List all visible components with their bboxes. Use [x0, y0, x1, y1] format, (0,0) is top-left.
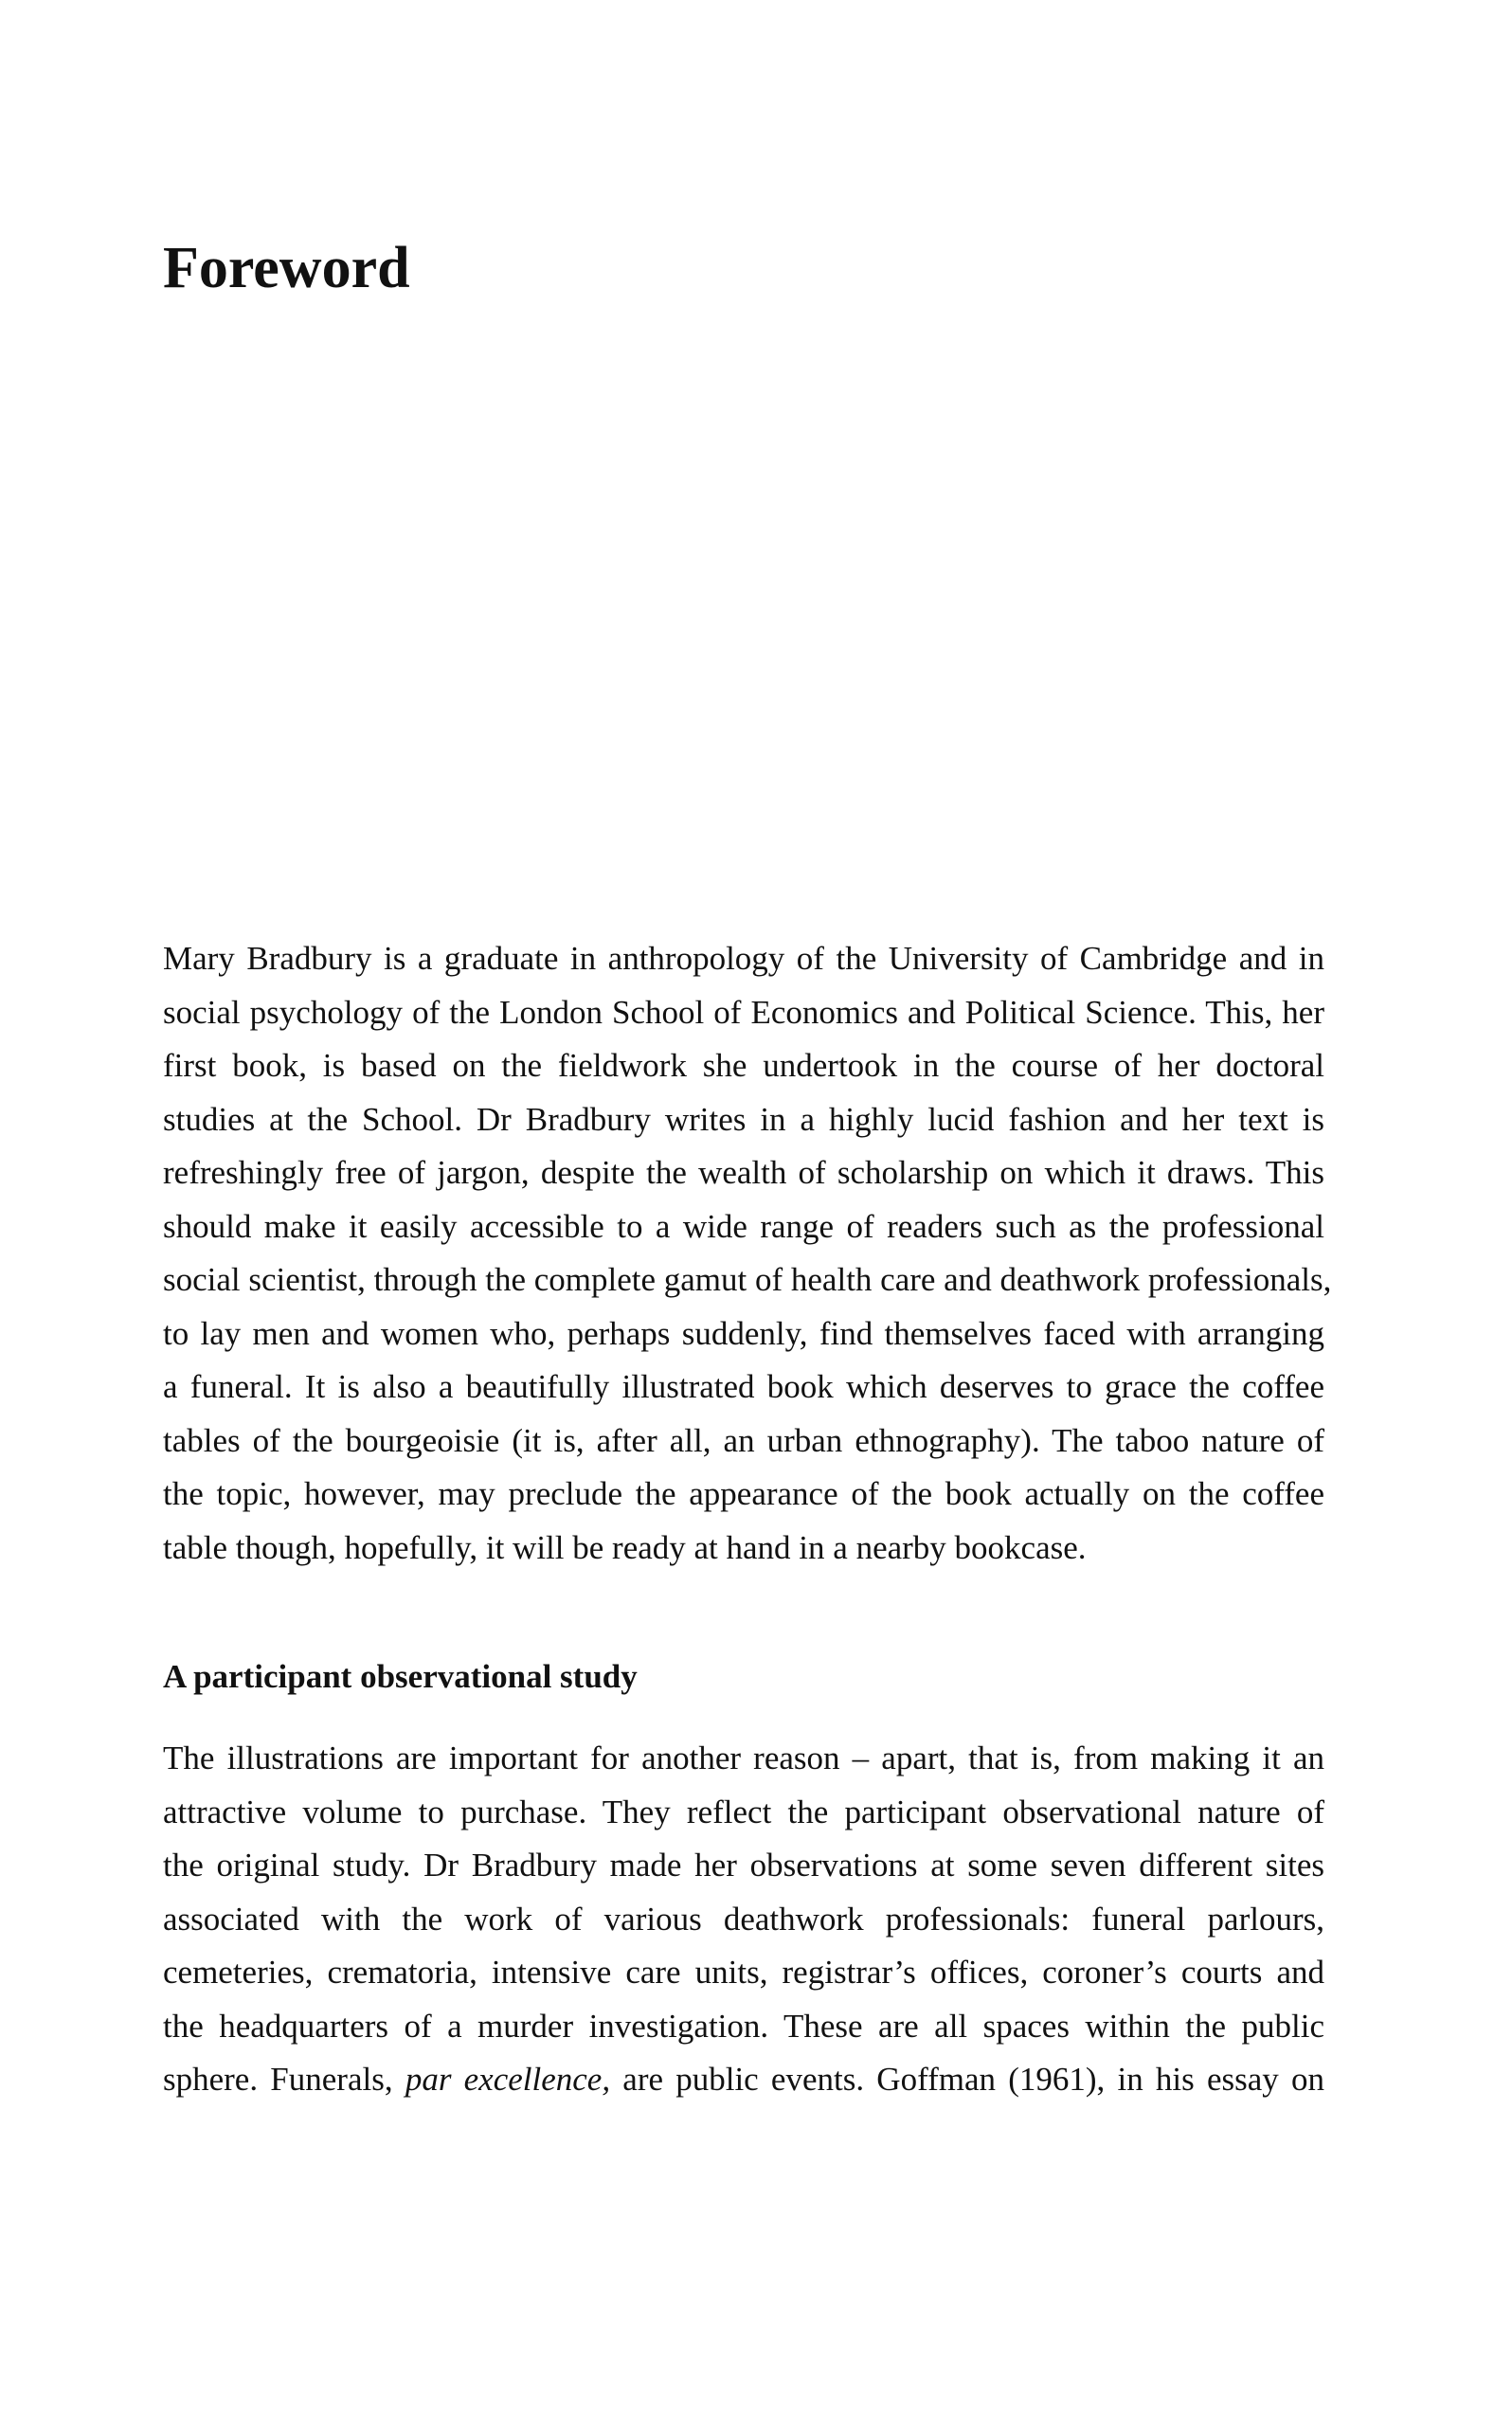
- text-line: social psychology of the London School of Economics and Political Science. This, her: [163, 993, 1324, 1031]
- text-line: studies at the School. Dr Bradbury writes in a highly lucid fashion and her text is: [163, 1100, 1324, 1138]
- text-line: The illustrations are important for another reason – apart, that is, from making it an: [163, 1740, 1324, 1776]
- chapter-title: Foreword: [163, 236, 410, 300]
- text-line: associated with the work of various deathwork professionals: funeral parlours,: [163, 1900, 1324, 1938]
- text-run: sphere. Funerals,: [163, 2061, 405, 2098]
- paragraph-intro: [163, 932, 1332, 1575]
- text-line: refreshingly free of jargon, despite the wealth of scholarship on which it draws. This: [163, 1154, 1324, 1191]
- text-line: table though, hopefully, it will be ready at hand in a nearby bookcase.: [163, 1528, 1087, 1566]
- text-line: should make it easily accessible to a wide range of readers such as the professional: [163, 1207, 1324, 1245]
- text-line: attractive volume to purchase. They reflect the participant observational nature of: [163, 1793, 1324, 1830]
- italic-phrase: par excellence,: [405, 2061, 611, 2098]
- text-run: are public events. Goffman (1961), in his essay on: [610, 2061, 1325, 2098]
- paragraph-participant-study: [163, 1732, 1324, 2107]
- text-line: tables of the bourgeoisie (it is, after all, an urban ethnography). The taboo nature of: [163, 1421, 1324, 1459]
- text-line-mixed: [163, 2053, 1324, 2107]
- text-line: to lay men and women who, perhaps suddenly, find themselves faced with arranging: [163, 1314, 1324, 1352]
- text-line: the topic, however, may preclude the appearance of the book actually on the coffee: [163, 1475, 1324, 1512]
- text-line: a funeral. It is also a beautifully illustrated book which deserves to grace the coffee: [163, 1368, 1324, 1405]
- text-line: the original study. Dr Bradbury made her observations at some seven different sites: [163, 1847, 1324, 1884]
- text-line: cemeteries, crematoria, intensive care units, registrar’s offices, coroner’s courts and: [163, 1954, 1324, 1991]
- section-heading: A participant observational study: [163, 1658, 638, 1695]
- text-line: the headquarters of a murder investigation. These are all spaces within the public: [163, 2007, 1324, 2045]
- text-line: first book, is based on the fieldwork she undertook in the course of her doctoral: [163, 1047, 1324, 1084]
- text-line: social scientist, through the complete gamut of health care and deathwork professionals,: [163, 1261, 1332, 1298]
- text-line: Mary Bradbury is a graduate in anthropology of the University of Cambridge and in: [163, 940, 1324, 977]
